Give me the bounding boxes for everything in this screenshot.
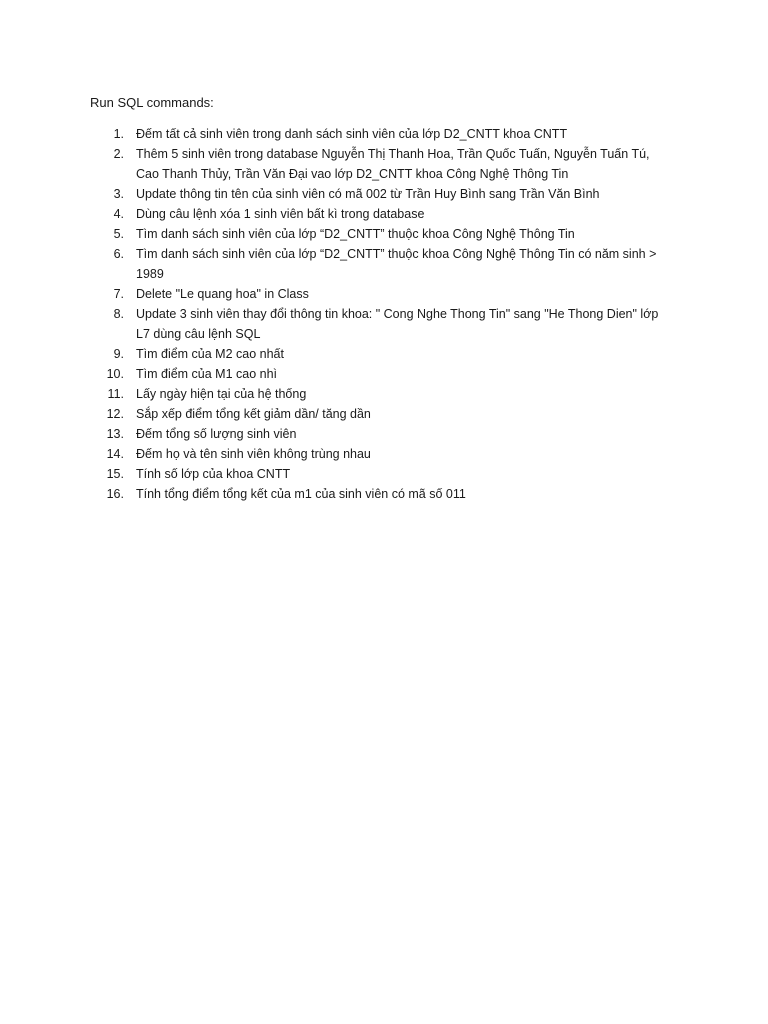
- list-item-number: 2.: [113, 147, 124, 161]
- list-item-text: Tìm danh sách sinh viên của lớp “D2_CNTT” thuộc khoa Công Nghệ Thông Tin có năm sinh > 1989: [136, 247, 657, 281]
- list-item: [0, 284, 768, 304]
- list-item-text: Tính tổng điểm tổng kết của m1 của sinh viên có mã số 011: [136, 487, 466, 501]
- list-item: [0, 204, 768, 224]
- list-item-number: 9.: [113, 347, 124, 361]
- list-item-number: 6.: [113, 247, 124, 261]
- list-item-text: Tính số lớp của khoa CNTT: [136, 467, 291, 481]
- list-item: [0, 144, 768, 184]
- list-item: [0, 224, 768, 244]
- list-item-number: 13.: [106, 427, 124, 441]
- list-item-number: 4.: [113, 207, 124, 221]
- list-item-text: Delete "Le quang hoa" in Class: [136, 287, 309, 301]
- list-item-text: Lấy ngày hiện tại của hệ thống: [136, 387, 307, 401]
- list-item: [0, 244, 768, 284]
- list-item-text: Update thông tin tên của sinh viên có mã 002 từ Trần Huy Bình sang Trần Văn Bình: [136, 187, 600, 201]
- list-item: [0, 424, 768, 444]
- list-item: [0, 404, 768, 424]
- list-item-number: 1.: [113, 127, 124, 141]
- list-item-number: 14.: [106, 447, 124, 461]
- list-item: [0, 464, 768, 484]
- list-item: [0, 184, 768, 204]
- list-item: [0, 484, 768, 504]
- list-item: [0, 444, 768, 464]
- list-item-text: Tìm điểm của M2 cao nhất: [136, 347, 284, 361]
- list-item-number: 12.: [106, 407, 124, 421]
- list-item-text: Đếm tổng số lượng sinh viên: [136, 427, 297, 441]
- list-item-text: Tìm điểm của M1 cao nhì: [136, 367, 278, 381]
- list-item: [0, 384, 768, 404]
- list-item-number: 7.: [113, 287, 124, 301]
- list-item-number: 11.: [107, 387, 124, 401]
- list-item-text: Sắp xếp điểm tổng kết giảm dần/ tăng dần: [136, 407, 371, 421]
- list-item-number: 8.: [113, 307, 124, 321]
- list-item-text: Đếm tất cả sinh viên trong danh sách sinh viên của lớp D2_CNTT khoa CNTT: [136, 127, 568, 141]
- list-item: [0, 124, 768, 144]
- list-item-text: Thêm 5 sinh viên trong database Nguyễn Thị Thanh Hoa, Trần Quốc Tuấn, Nguyễn Tuấn Tú, Cao Thanh Thủy, Trần Văn Đại vao lớp D2_CNTT khoa Công Nghệ Thông Tin: [136, 147, 650, 181]
- list-item-number: 16.: [106, 487, 124, 501]
- list-item: [0, 304, 768, 344]
- list-item-text: Update 3 sinh viên thay đổi thông tin khoa: " Cong Nghe Thong Tin" sang "He Thong Dien" lớp L7 dùng câu lệnh SQL: [136, 307, 659, 341]
- list-item-text: Dùng câu lệnh xóa 1 sinh viên bất kì trong database: [136, 207, 425, 221]
- list-item-number: 10.: [106, 367, 124, 381]
- list-item: [0, 344, 768, 364]
- list-item-text: Tìm danh sách sinh viên của lớp “D2_CNTT” thuộc khoa Công Nghệ Thông Tin: [136, 227, 575, 241]
- list-item-number: 5.: [113, 227, 124, 241]
- list-item-number: 3.: [113, 187, 124, 201]
- list-item-text: Đếm họ và tên sinh viên không trùng nhau: [136, 447, 371, 461]
- sql-task-list: [0, 124, 768, 504]
- list-item-number: 15.: [106, 467, 124, 481]
- document-heading: Run SQL commands:: [90, 95, 214, 110]
- list-item: [0, 364, 768, 384]
